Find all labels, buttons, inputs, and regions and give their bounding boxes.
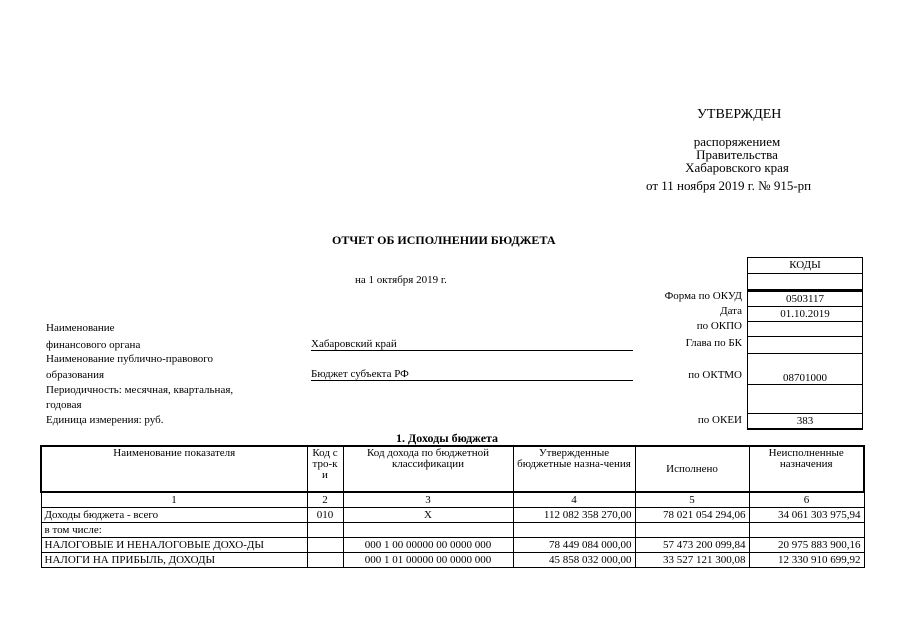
col-header-income-code: Код дохода по бюджетной классификации [343, 446, 513, 492]
row-unexecuted: 12 330 910 699,92 [749, 553, 864, 568]
row-line-code: 010 [307, 508, 343, 523]
fin-org-label-2: финансового органа [46, 339, 141, 351]
ppo-value: Бюджет субъекта РФ [311, 368, 633, 381]
table-header-row [41, 446, 864, 492]
okpo-label: по ОКПО [696, 320, 742, 332]
row-name: НАЛОГОВЫЕ И НЕНАЛОГОВЫЕ ДОХО-ДЫ [41, 538, 307, 553]
col-header-unexecuted: Неисполненные назначения [749, 446, 864, 492]
codes-header: КОДЫ [748, 257, 862, 274]
row-executed: 33 527 121 300,08 [635, 553, 749, 568]
index-cell: 5 [635, 492, 749, 508]
row-income-code: X [343, 508, 513, 523]
col-header-executed: Исполнено [635, 446, 749, 492]
col-header-name: Наименование показателя [41, 446, 307, 492]
report-title: ОТЧЕТ ОБ ИСПОЛНЕНИИ БЮДЖЕТА [332, 233, 556, 247]
unit-label: Единица измерения: руб. [46, 414, 164, 426]
row-name: в том числе: [41, 523, 307, 538]
row-line-code [307, 553, 343, 568]
table-row [41, 553, 864, 568]
income-table [40, 445, 865, 568]
index-cell: 2 [307, 492, 343, 508]
glava-label: Глава по БК [685, 337, 742, 349]
approval-title: УТВЕРЖДЕН [697, 107, 782, 122]
table-row [41, 523, 864, 538]
date-label: Дата [720, 305, 742, 317]
ppo-label-2: образования [46, 369, 105, 381]
ppo-label-1: Наименование публично-правового [46, 353, 214, 365]
okei-label: по ОКЕИ [697, 414, 742, 426]
row-income-code [343, 523, 513, 538]
row-income-code: 000 1 01 00000 00 0000 000 [343, 553, 513, 568]
row-line-code [307, 538, 343, 553]
index-cell: 3 [343, 492, 513, 508]
row-executed: 78 021 054 294,06 [635, 508, 749, 523]
row-executed [635, 523, 749, 538]
oktmo-value: 08701000 [748, 354, 862, 385]
approval-line-4: от 11 ноября 2019 г. № 915-рп [646, 178, 812, 193]
table-index-row [41, 492, 864, 508]
col-header-approved: Утвержденные бюджетные назна-чения [513, 446, 635, 492]
section-title: 1. Доходы бюджета [396, 431, 499, 445]
approval-line-1: распоряжением [693, 134, 781, 149]
fin-org-label-1: Наименование [46, 322, 115, 334]
row-approved: 112 082 358 270,00 [513, 508, 635, 523]
row-name: НАЛОГИ НА ПРИБЫЛЬ, ДОХОДЫ [41, 553, 307, 568]
row-unexecuted [749, 523, 864, 538]
index-cell: 6 [749, 492, 864, 508]
okpo-value [748, 322, 862, 337]
period-label-1: Периодичность: месячная, квартальная, [46, 384, 234, 396]
okud-label: Форма по ОКУД [664, 290, 742, 302]
fin-org-value: Хабаровский край [311, 338, 633, 351]
index-cell: 4 [513, 492, 635, 508]
row-approved: 78 449 084 000,00 [513, 538, 635, 553]
row-executed: 57 473 200 099,84 [635, 538, 749, 553]
row-approved: 45 858 032 000,00 [513, 553, 635, 568]
approval-line-3: Хабаровского края [685, 160, 789, 175]
codes-blank-2 [748, 385, 862, 414]
row-approved [513, 523, 635, 538]
period-label-2: годовая [46, 399, 82, 411]
codes-box [747, 257, 863, 430]
row-income-code: 000 1 00 00000 00 0000 000 [343, 538, 513, 553]
row-unexecuted: 34 061 303 975,94 [749, 508, 864, 523]
row-unexecuted: 20 975 883 900,16 [749, 538, 864, 553]
approval-line-2: Правительства [696, 147, 778, 162]
glava-value [748, 337, 862, 354]
okud-value: 0503117 [748, 290, 862, 307]
table-row [41, 508, 864, 523]
report-date: на 1 октября 2019 г. [355, 274, 447, 286]
codes-blank [748, 274, 862, 290]
table-row [41, 538, 864, 553]
oktmo-label: по ОКТМО [688, 369, 742, 381]
index-cell: 1 [41, 492, 307, 508]
row-line-code [307, 523, 343, 538]
row-name: Доходы бюджета - всего [41, 508, 307, 523]
col-header-line-code: Код стро-ки [307, 446, 343, 492]
okei-value: 383 [748, 414, 862, 430]
date-value: 01.10.2019 [748, 307, 862, 322]
